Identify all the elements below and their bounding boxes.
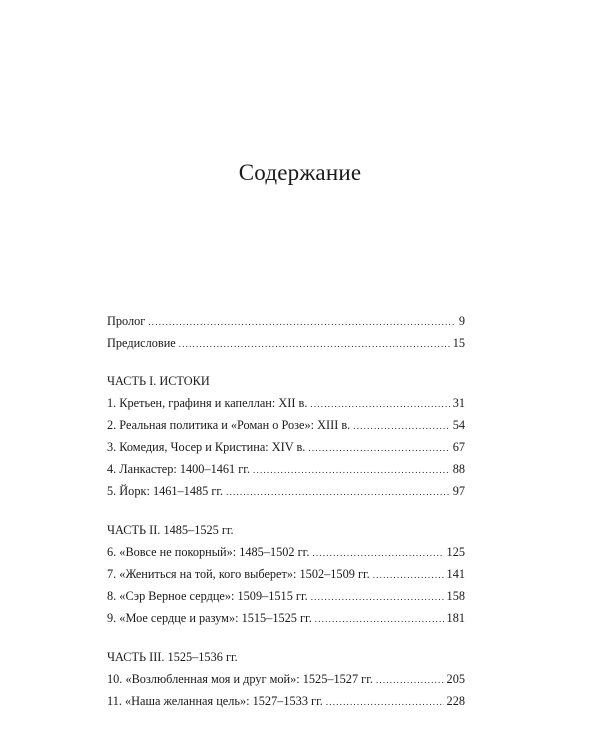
toc-entry-preface[interactable]: [107, 332, 465, 354]
page-title: Содержание: [238, 160, 362, 185]
toc-entry-label: Предисловие: [107, 336, 176, 350]
dot-leader: [353, 415, 449, 437]
toc-entry-chapter-7[interactable]: [107, 563, 465, 585]
toc-entry-label: 9. «Мое сердце и разум»: 1515–1525 гг.: [107, 611, 312, 625]
toc-entry-label: Пролог: [107, 314, 146, 328]
dot-leader: [376, 669, 444, 691]
toc-entry-chapter-2[interactable]: [107, 414, 465, 436]
toc-entry-chapter-5[interactable]: [107, 480, 465, 502]
table-of-contents: [107, 310, 465, 712]
toc-entry-page: 97: [452, 484, 465, 498]
toc-entry-page: 9: [458, 314, 465, 328]
toc-entry-chapter-4[interactable]: [107, 458, 465, 480]
dot-leader: [253, 459, 450, 481]
toc-entry-page: 125: [446, 545, 465, 559]
dot-leader: [312, 542, 443, 564]
toc-entry-chapter-8[interactable]: [107, 585, 465, 607]
dot-leader: [373, 564, 444, 586]
toc-entry-page: 141: [446, 567, 465, 581]
toc-entry-label: 3. Комедия, Чосер и Кристина: XIV в.: [107, 440, 306, 454]
toc-entry-label: 2. Реальная политика и «Роман о Розе»: XIII в.: [107, 418, 351, 432]
dot-leader: [226, 481, 450, 503]
dot-leader: [148, 311, 456, 333]
part-heading-1: ЧАСТЬ I. ИСТОКИ: [107, 374, 210, 388]
toc-entry-label: 4. Ланкастер: 1400–1461 гг.: [107, 462, 251, 476]
dot-leader: [326, 691, 444, 713]
toc-entry-chapter-10[interactable]: [107, 668, 465, 690]
toc-entry-chapter-1[interactable]: [107, 392, 465, 414]
toc-entry-page: 181: [446, 611, 465, 625]
toc-entry-page: 158: [446, 589, 465, 603]
toc-entry-label: 10. «Возлюбленная моя и друг мой»: 1525–1527 гг.: [107, 672, 373, 686]
dot-leader: [311, 586, 444, 608]
toc-entry-chapter-11[interactable]: [107, 690, 465, 712]
dot-leader: [310, 393, 449, 415]
toc-entry-label: 6. «Вовсе не покорный»: 1485–1502 гг.: [107, 545, 310, 559]
toc-entry-page: 205: [446, 672, 465, 686]
toc-entry-page: 88: [452, 462, 465, 476]
toc-entry-label: 5. Йорк: 1461–1485 гг.: [107, 484, 224, 498]
toc-entry-chapter-9[interactable]: [107, 607, 465, 629]
part-heading-3: ЧАСТЬ III. 1525–1536 гг.: [107, 650, 238, 664]
toc-entry-chapter-6[interactable]: [107, 541, 465, 563]
toc-entry-page: 67: [452, 440, 465, 454]
toc-entry-label: 11. «Наша желанная цель»: 1527–1533 гг.: [107, 694, 323, 708]
dot-leader: [179, 333, 450, 355]
toc-entry-chapter-3[interactable]: [107, 436, 465, 458]
toc-entry-page: 31: [452, 396, 465, 410]
toc-entry-label: 8. «Сэр Верное сердце»: 1509–1515 гг.: [107, 589, 308, 603]
toc-entry-page: 15: [452, 336, 465, 350]
part-heading-2: ЧАСТЬ II. 1485–1525 гг.: [107, 523, 234, 537]
toc-entry-page: 54: [452, 418, 465, 432]
toc-entry-prologue[interactable]: [107, 310, 465, 332]
dot-leader: [315, 608, 444, 630]
toc-entry-page: 228: [446, 694, 465, 708]
toc-entry-label: 1. Кретьен, графиня и капеллан: XII в.: [107, 396, 308, 410]
dot-leader: [308, 437, 449, 459]
toc-entry-label: 7. «Жениться на той, кого выберет»: 1502–1509 гг.: [107, 567, 370, 581]
